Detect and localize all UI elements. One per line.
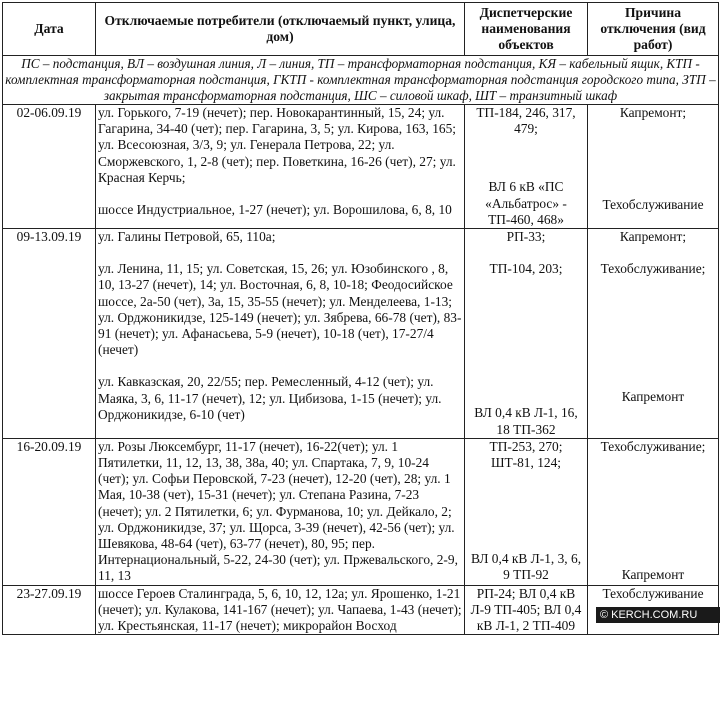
outage-schedule-table bbox=[2, 2, 719, 635]
header-objects: Диспетчерские наименования объектов bbox=[465, 3, 588, 56]
header-date: Дата bbox=[3, 3, 96, 56]
consumers-text: ул. Ленина, 11, 15; ул. Советская, 15, 26; ул. Юзобинского , 8, 10, 13-27 (нечет), 14; ул. Восточная, 6, 8, 10-18; Феодосийское шоссе, 2а-50 (чет), 3а, 15, 35-55 (нечет); ул. Менделеева, 1-13; ул. Орджоникидзе, 125-149 (нечет); ул. Зябрева, 66-78 (чет), 83-91 (нечет); ул. Афанасьева, 5-9 (нечет), 10-18 (чет), 17-27/4 (нечет) bbox=[98, 261, 462, 358]
reason-text: Техобслуживание; bbox=[600, 438, 706, 454]
consumers-text: ул. Кавказская, 20, 22/55; пер. Ремесленный, 4-12 (чет); ул. Маяка, 3, 6, 11-17 (нечет), 12; ул. Цибизова, 1-15 (нечет); ул. Орджоникидзе, 6-10 (чет) bbox=[98, 374, 442, 422]
row-date: 02-06.09.19 bbox=[3, 105, 96, 229]
table-row bbox=[3, 229, 719, 439]
objects-text: ВЛ 0,4 кВ Л-1, 3, 6, 9 ТП-92 bbox=[470, 551, 582, 583]
row-consumers bbox=[96, 438, 465, 585]
row-date: 09-13.09.19 bbox=[3, 229, 96, 439]
reason-text: Капремонт bbox=[621, 567, 685, 583]
consumers-text: ул. Горького, 7-19 (нечет); пер. Новокарантинный, 15, 24; ул. Гагарина, 34-40 (чет); пер. Гагарина, 3, 5; ул. Кирова, 163, 165; ул. Всесоюзная, 3/3, 9; ул. Генерала Петрова, 22; ул. Сморжевского, 1, 2-8 (чет); пер. Поветкина, 16-26 (чет), 27; ул. Красная Керчь; bbox=[98, 105, 457, 185]
site-watermark bbox=[596, 607, 720, 623]
consumers-text: ул. Галины Петровой, 65, 110а; bbox=[98, 229, 276, 245]
row-date: 23-27.09.19 bbox=[3, 585, 96, 635]
reason-text: Техобслуживание bbox=[602, 197, 704, 213]
table-row bbox=[3, 438, 719, 585]
row-objects bbox=[465, 229, 588, 439]
header-consumers: Отключаемые потребители (отключаемый пункт, улица, дом) bbox=[96, 3, 465, 56]
objects-text: ВЛ 0,4 кВ Л-1, 16, 18 ТП-362 bbox=[474, 405, 578, 437]
row-objects bbox=[465, 105, 588, 229]
consumers-text: шоссе Героев Сталинграда, 5, 6, 10, 12, 12а; ул. Ярошенко, 1-21 (нечет); ул. Кулакова, 141-167 (нечет); ул. Чапаева, 1-43 (нечет); ул. Крестьянская, 11-17 (нечет); микрорайон Восход bbox=[98, 585, 462, 634]
objects-text: ТП-184, 246, 317, 479; bbox=[476, 105, 576, 137]
row-date: 16-20.09.19 bbox=[3, 438, 96, 585]
reason-text: Техобслуживание bbox=[602, 585, 704, 601]
header-row bbox=[3, 3, 719, 56]
row-reason bbox=[588, 438, 719, 585]
consumers-text: ул. Розы Люксембург, 11-17 (нечет), 16-22(чет); ул. 1 Пятилетки, 11, 12, 13, 38, 38а, 40; ул. Спартака, 7, 9, 10-24 (чет); ул. Софьи Перовской, 7-23 (нечет), 12-20 (чет), 28; ул. 1 Мая, 10-38 (чет), 15-31 (нечет); ул. Степана Разина, 7-23 (нечет); ул. 2 Пятилетки, 6; ул. Фурманова, 10; ул. Дейкало, 2; ул. Орджоникидзе, 37; ул. Щорса, 3-39 (нечет), 42-56 (чет); ул. Шевякова, 48-64 (чет), 63-77 (нечет), 80, 95; пер. Интернациональный, 5-22, 24-30 (чет); ул. Пржевальского, 2-9, 11, 13 bbox=[98, 438, 458, 584]
row-objects bbox=[465, 438, 588, 585]
reason-text: Техобслуживание; bbox=[600, 261, 706, 277]
abbreviations-legend: ПС – подстанция, ВЛ – воздушная линия, Л – линия, ТП – трансформаторная подстанция, КЯ – кабельный ящик, КТП - комплектная трансформаторная подстанция, ГКТП - комплектная трансформаторная подстанция городского типа, ЗТП – закрытая трансформаторная подстанция, ШС – силовой шкаф, ШТ – транзитный шкаф bbox=[3, 56, 719, 105]
row-objects bbox=[465, 585, 588, 635]
objects-text: ТП-253, 270; ШТ-81, 124; bbox=[489, 438, 563, 471]
objects-text: РП-33; bbox=[506, 229, 546, 245]
reason-text: Капремонт bbox=[621, 389, 685, 405]
table-row bbox=[3, 105, 719, 229]
objects-text: РП-24; ВЛ 0,4 кВ Л-9 ТП-405; ВЛ 0,4 кВ Л-1, 2 ТП-409 bbox=[470, 585, 582, 634]
header-reason: Причина отключения (вид работ) bbox=[588, 3, 719, 56]
reason-text: Капремонт; bbox=[619, 105, 687, 120]
objects-text: ВЛ 6 кВ «ПС «Альбатрос» - ТП-460, 468» bbox=[485, 179, 567, 227]
row-consumers bbox=[96, 105, 465, 229]
row-reason bbox=[588, 229, 719, 439]
legend-row bbox=[3, 56, 719, 105]
objects-text: ТП-104, 203; bbox=[489, 261, 563, 277]
row-reason bbox=[588, 105, 719, 229]
watermark-text: KERCH.COM.RU bbox=[611, 609, 698, 621]
copyright-icon: © bbox=[600, 609, 609, 621]
consumers-text: шоссе Индустриальное, 1-27 (нечет); ул. Ворошилова, 6, 8, 10 bbox=[98, 202, 452, 218]
row-consumers bbox=[96, 229, 465, 439]
row-consumers bbox=[96, 585, 465, 635]
reason-text: Капремонт; bbox=[619, 229, 687, 245]
